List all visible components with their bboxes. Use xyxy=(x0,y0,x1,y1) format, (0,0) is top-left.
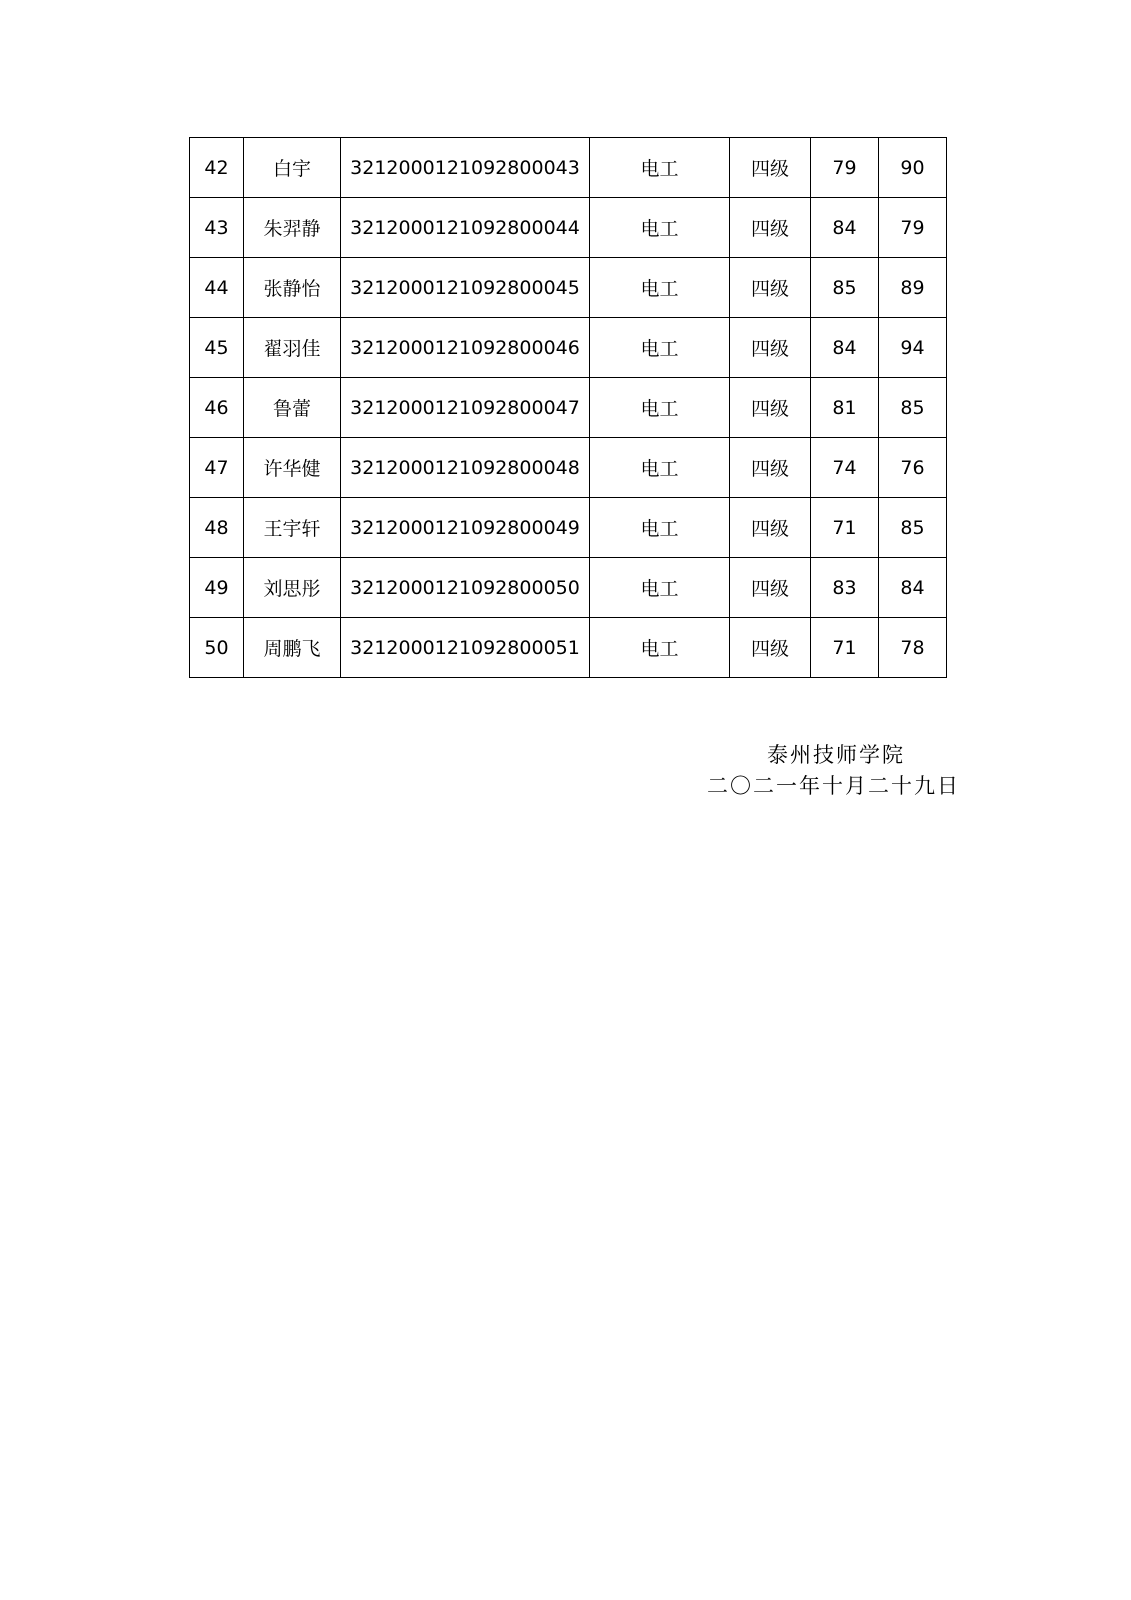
score-1: 83 xyxy=(811,558,879,618)
skill-level: 四级 xyxy=(730,318,811,378)
signature-block xyxy=(700,740,960,802)
job-type: 电工 xyxy=(590,558,730,618)
score-1: 85 xyxy=(811,258,879,318)
score-2: 78 xyxy=(879,618,947,678)
certificate-number: 3212000121092800048 xyxy=(341,438,590,498)
student-name: 翟羽佳 xyxy=(244,318,341,378)
table-row xyxy=(190,498,947,558)
score-2: 85 xyxy=(879,498,947,558)
job-type: 电工 xyxy=(590,138,730,198)
student-name: 张静怡 xyxy=(244,258,341,318)
score-1: 79 xyxy=(811,138,879,198)
job-type: 电工 xyxy=(590,198,730,258)
row-number: 42 xyxy=(190,138,244,198)
score-1: 71 xyxy=(811,618,879,678)
score-1: 81 xyxy=(811,378,879,438)
skill-level: 四级 xyxy=(730,258,811,318)
row-number: 44 xyxy=(190,258,244,318)
job-type: 电工 xyxy=(590,258,730,318)
row-number: 47 xyxy=(190,438,244,498)
job-type: 电工 xyxy=(590,498,730,558)
skill-level: 四级 xyxy=(730,438,811,498)
skill-level: 四级 xyxy=(730,198,811,258)
score-2: 89 xyxy=(879,258,947,318)
certificate-number: 3212000121092800049 xyxy=(341,498,590,558)
job-type: 电工 xyxy=(590,438,730,498)
score-2: 90 xyxy=(879,138,947,198)
score-2: 85 xyxy=(879,378,947,438)
certificate-number: 3212000121092800045 xyxy=(341,258,590,318)
table-row xyxy=(190,438,947,498)
student-name: 朱羿静 xyxy=(244,198,341,258)
student-name: 许华健 xyxy=(244,438,341,498)
certificate-number: 3212000121092800047 xyxy=(341,378,590,438)
job-type: 电工 xyxy=(590,618,730,678)
student-name: 刘思彤 xyxy=(244,558,341,618)
student-name: 鲁蕾 xyxy=(244,378,341,438)
skill-level: 四级 xyxy=(730,138,811,198)
table-row xyxy=(190,618,947,678)
table-row xyxy=(190,258,947,318)
certificate-number: 3212000121092800051 xyxy=(341,618,590,678)
score-2: 79 xyxy=(879,198,947,258)
job-type: 电工 xyxy=(590,318,730,378)
score-2: 76 xyxy=(879,438,947,498)
issue-date: 二〇二一年十月二十九日 xyxy=(707,774,960,798)
score-1: 84 xyxy=(811,318,879,378)
certificate-number: 3212000121092800046 xyxy=(341,318,590,378)
issuing-organization: 泰州技师学院 xyxy=(767,743,905,767)
certificate-number: 3212000121092800043 xyxy=(341,138,590,198)
certificate-number: 3212000121092800044 xyxy=(341,198,590,258)
student-name: 白宇 xyxy=(244,138,341,198)
score-1: 71 xyxy=(811,498,879,558)
row-number: 45 xyxy=(190,318,244,378)
table-row xyxy=(190,198,947,258)
table-row xyxy=(190,138,947,198)
score-1: 74 xyxy=(811,438,879,498)
student-name: 周鹏飞 xyxy=(244,618,341,678)
student-name: 王宇轩 xyxy=(244,498,341,558)
skill-level: 四级 xyxy=(730,498,811,558)
row-number: 50 xyxy=(190,618,244,678)
row-number: 46 xyxy=(190,378,244,438)
skill-level: 四级 xyxy=(730,618,811,678)
row-number: 43 xyxy=(190,198,244,258)
row-number: 48 xyxy=(190,498,244,558)
table-row xyxy=(190,318,947,378)
certificate-number: 3212000121092800050 xyxy=(341,558,590,618)
score-2: 94 xyxy=(879,318,947,378)
skill-level: 四级 xyxy=(730,558,811,618)
score-1: 84 xyxy=(811,198,879,258)
row-number: 49 xyxy=(190,558,244,618)
table-row xyxy=(190,378,947,438)
score-table xyxy=(189,137,947,678)
score-2: 84 xyxy=(879,558,947,618)
skill-level: 四级 xyxy=(730,378,811,438)
table-row xyxy=(190,558,947,618)
job-type: 电工 xyxy=(590,378,730,438)
